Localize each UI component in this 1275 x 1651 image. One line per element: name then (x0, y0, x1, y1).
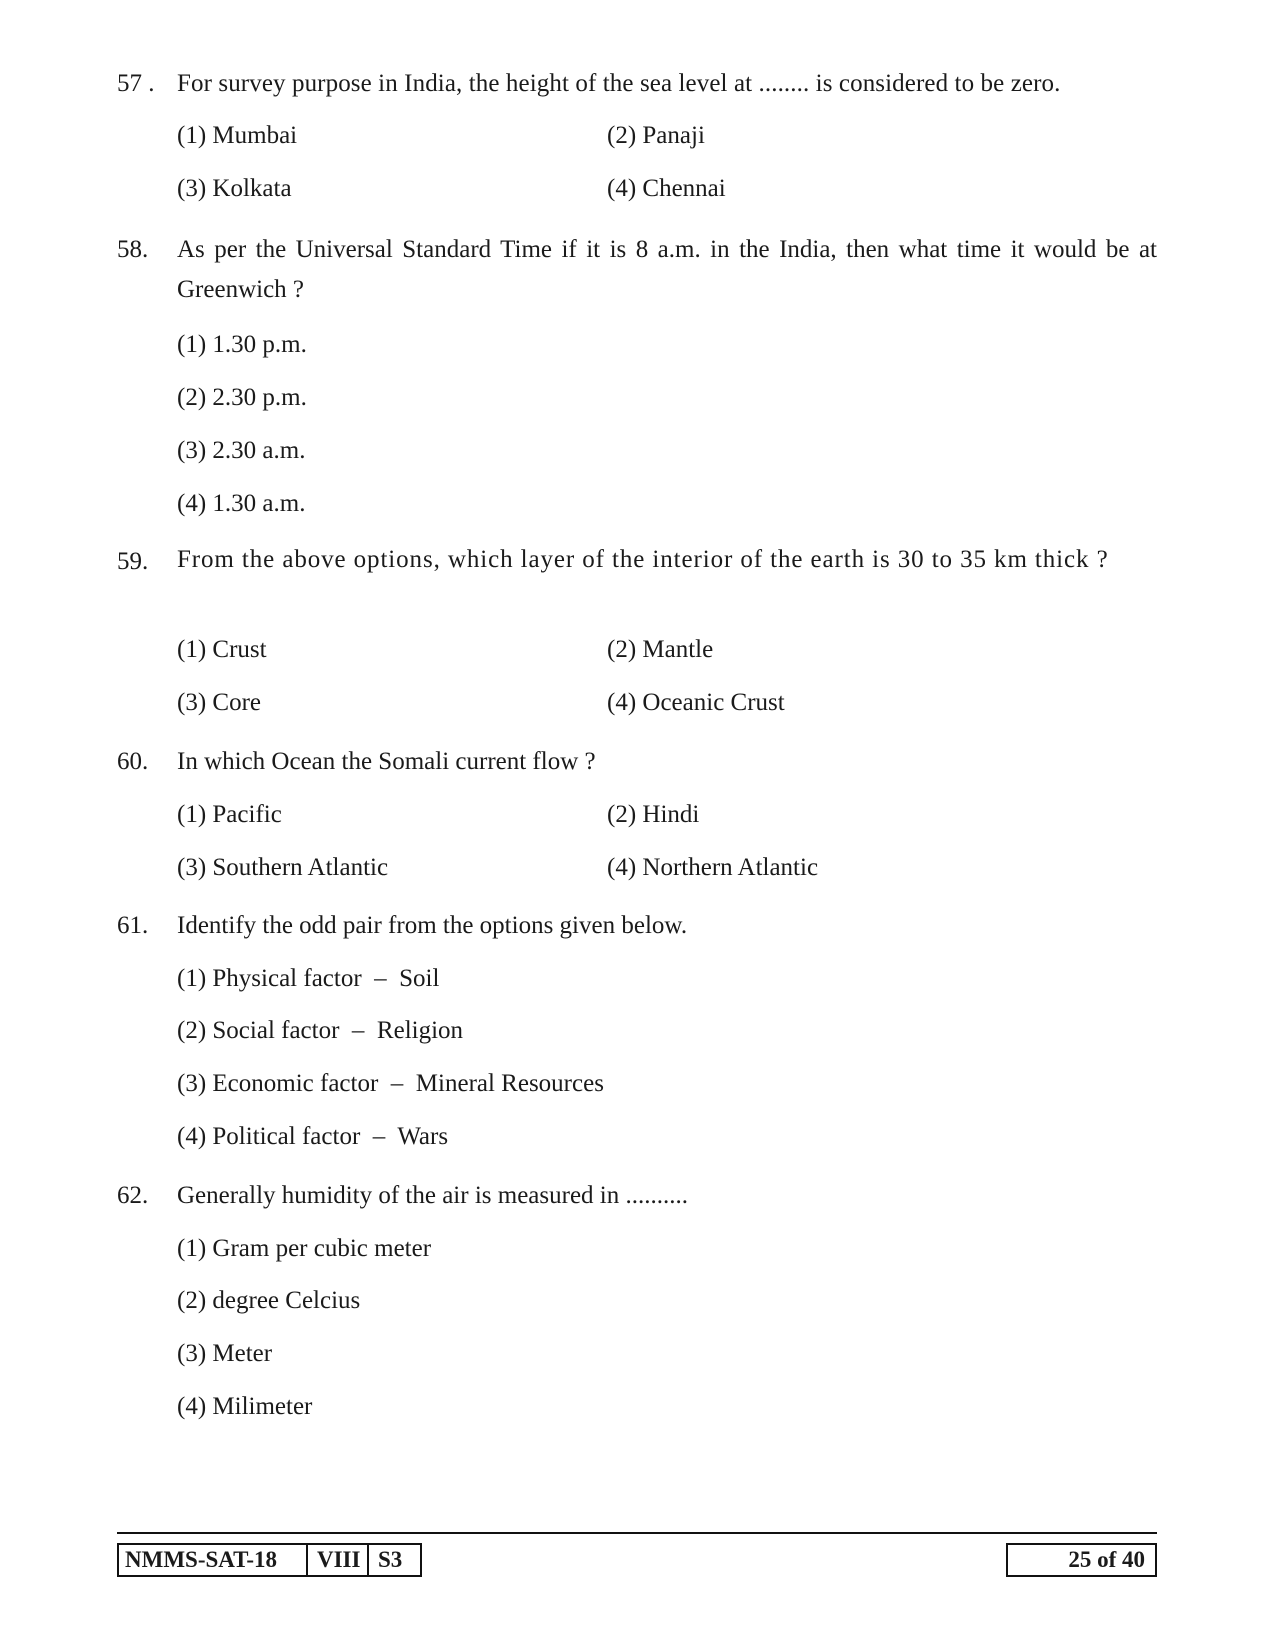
option: (3) Southern Atlantic (177, 854, 389, 881)
option: (3) Kolkata (177, 175, 292, 202)
option: (2) Panaji (607, 122, 705, 149)
question-text: For survey purpose in India, the height of the sea level at ........ is considered to be zero. (177, 70, 1061, 97)
option: (3) Meter (177, 1340, 273, 1367)
option: (3) 2.30 a.m. (177, 437, 306, 464)
set-label: S3 (378, 1547, 403, 1572)
question-number: 58. (117, 236, 149, 263)
page-number-box (1006, 1543, 1157, 1577)
footer-rule (117, 1532, 1157, 1534)
option: (4) Northern Atlantic (607, 854, 819, 881)
question-number: 60. (117, 748, 149, 775)
option: (1) 1.30 p.m. (177, 331, 307, 358)
option: (4) Political factor – Wars (177, 1123, 449, 1150)
option: (2) Mantle (607, 636, 714, 663)
question-text: Identify the odd pair from the options given below. (177, 912, 688, 939)
question-text: From the above options, which layer of the interior of the earth is 30 to 35 km thick ? (177, 546, 1109, 573)
question-number: 61. (117, 912, 149, 939)
paper-code: NMMS-SAT-18 (125, 1547, 278, 1572)
question-text: In which Ocean the Somali current flow ? (177, 748, 596, 775)
option: (3) Core (177, 689, 261, 716)
question-text: Generally humidity of the air is measured in .......... (177, 1182, 688, 1209)
option: (1) Physical factor – Soil (177, 965, 440, 992)
option: (4) 1.30 a.m. (177, 490, 306, 517)
option: (2) Hindi (607, 801, 700, 828)
option: (1) Pacific (177, 801, 282, 828)
question-number: 57 . (117, 70, 155, 97)
option: (3) Economic factor – Mineral Resources (177, 1070, 604, 1097)
option: (1) Gram per cubic meter (177, 1235, 432, 1262)
class-label: VIII (317, 1547, 361, 1572)
page-number: 25 of 40 (1068, 1547, 1145, 1572)
option: (2) degree Celcius (177, 1287, 361, 1314)
question-number: 62. (117, 1182, 149, 1209)
option: (1) Mumbai (177, 122, 298, 149)
option: (1) Crust (177, 636, 267, 663)
divider (306, 1545, 308, 1575)
option: (4) Chennai (607, 175, 726, 202)
option: (4) Milimeter (177, 1393, 313, 1420)
question-number: 59. (117, 548, 149, 575)
question-text: As per the Universal Standard Time if it is 8 a.m. in the India, then what time it would be at Greenwich ? (177, 236, 1157, 303)
option: (2) Social factor – Religion (177, 1017, 464, 1044)
paper-code-box (117, 1543, 422, 1577)
option: (2) 2.30 p.m. (177, 384, 307, 411)
divider (367, 1545, 369, 1575)
option: (4) Oceanic Crust (607, 689, 785, 716)
